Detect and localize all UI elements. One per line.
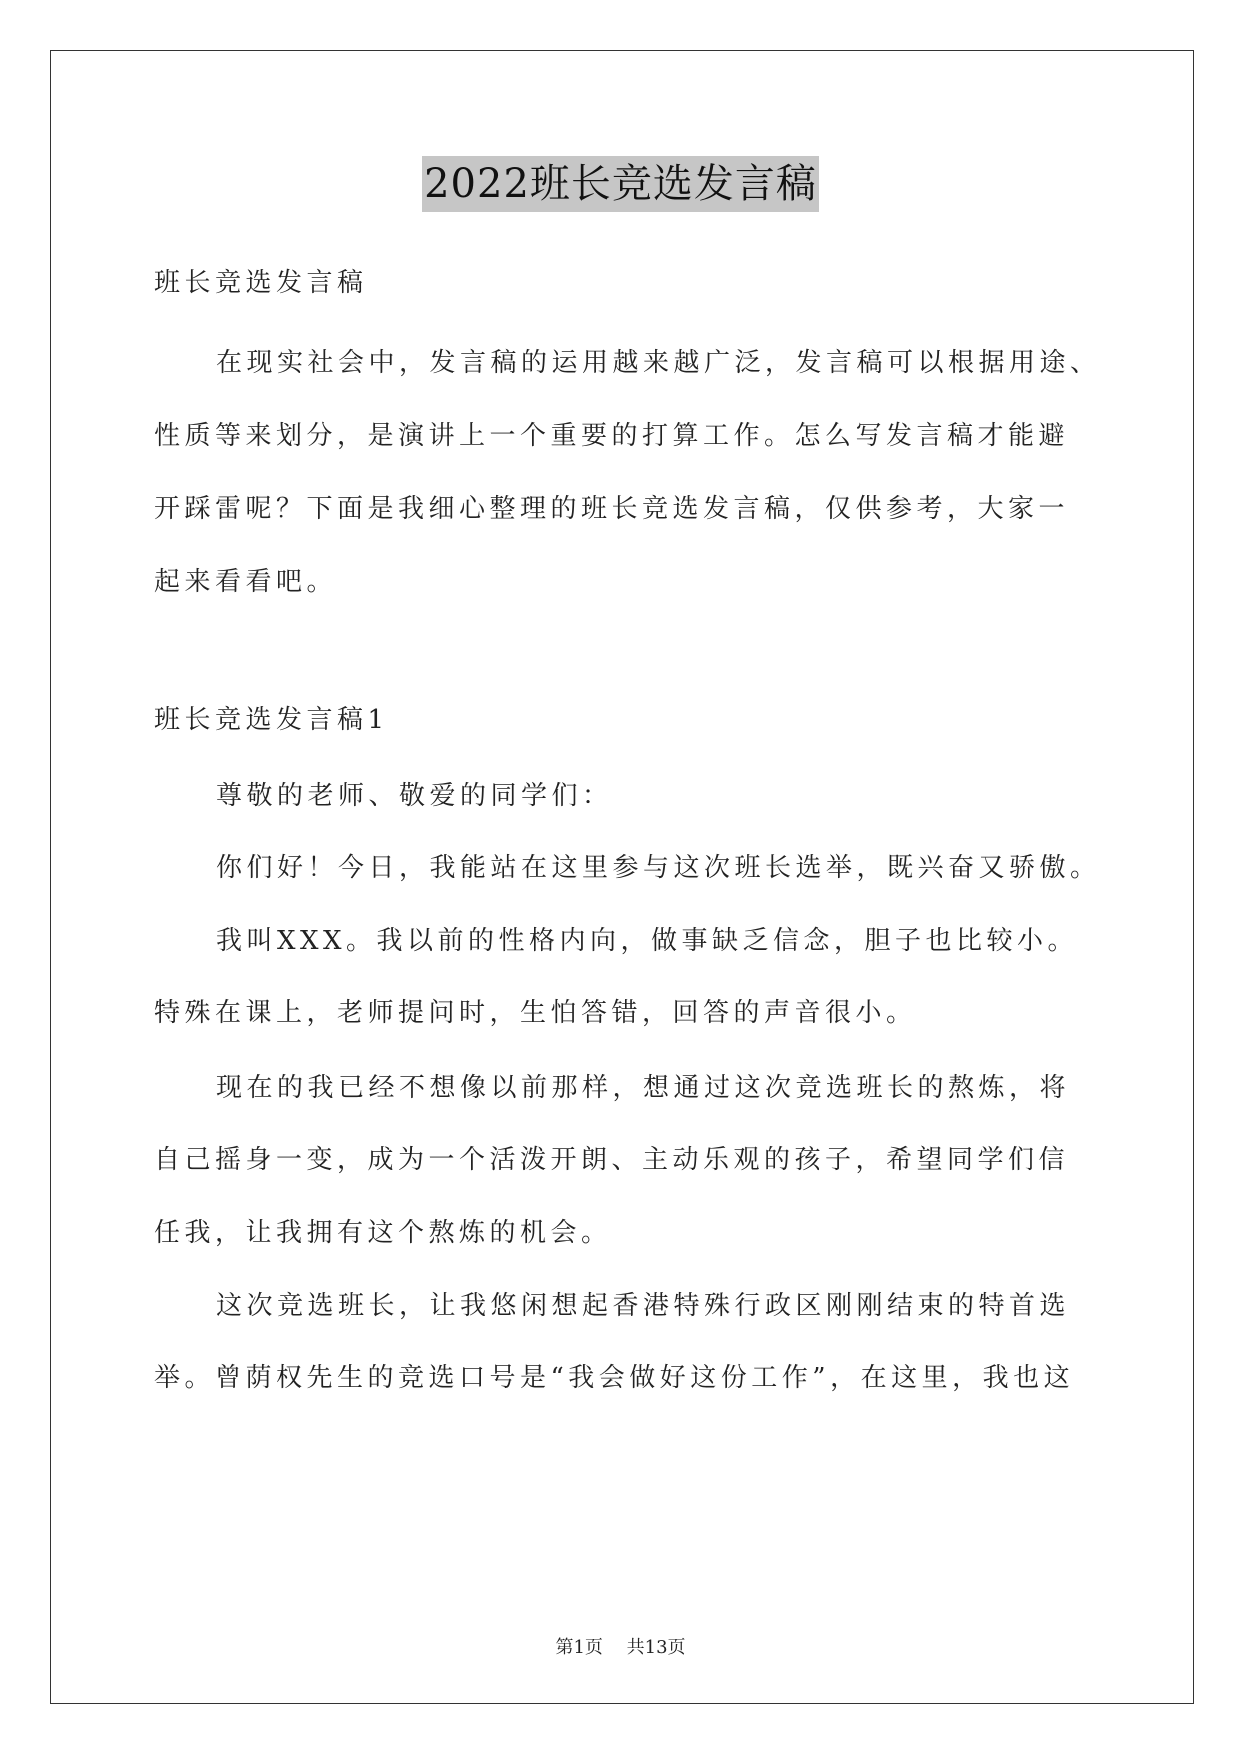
body-line: 性质等来划分，是演讲上一个重要的打算工作。怎么写发言稿才能避 <box>154 421 1070 451</box>
body-line: 特殊在课上，老师提问时，生怕答错，回答的声音很小。 <box>154 998 917 1028</box>
page-footer <box>0 1633 1241 1659</box>
body-line: 我叫XXX。我以前的性格内向，做事缺乏信念，胆子也比较小。 <box>216 926 1079 956</box>
body-line: 现在的我已经不想像以前那样，想通过这次竞选班长的熬炼，将 <box>216 1073 1071 1103</box>
document-title: 2022班长竞选发言稿 <box>422 156 819 212</box>
body-line: 自己摇身一变，成为一个活泼开朗、主动乐观的孩子，希望同学们信 <box>154 1145 1070 1175</box>
body-line: 这次竞选班长，让我悠闲想起香港特殊行政区刚刚结束的特首选 <box>216 1291 1071 1321</box>
body-line: 开踩雷呢？下面是我细心整理的班长竞选发言稿，仅供参考，大家一 <box>154 494 1070 524</box>
body-line: 尊敬的老师、敬爱的同学们： <box>216 781 613 811</box>
body-line: 在现实社会中，发言稿的运用越来越广泛，发言稿可以根据用途、 <box>216 348 1101 378</box>
title-container <box>0 156 1241 212</box>
total-pages: 共13页 <box>626 1637 686 1658</box>
body-line: 你们好！今日，我能站在这里参与这次班长选举，既兴奋又骄傲。 <box>216 853 1101 883</box>
page-number: 第1页 <box>555 1637 603 1658</box>
body-line: 班长竞选发言稿1 <box>154 705 389 735</box>
body-line: 举。曾荫权先生的竞选口号是“我会做好这份工作”，在这里，我也这 <box>154 1363 1075 1393</box>
body-line: 班长竞选发言稿 <box>154 268 368 298</box>
body-line: 起来看看吧。 <box>154 567 338 597</box>
body-line: 任我，让我拥有这个熬炼的机会。 <box>154 1218 612 1248</box>
